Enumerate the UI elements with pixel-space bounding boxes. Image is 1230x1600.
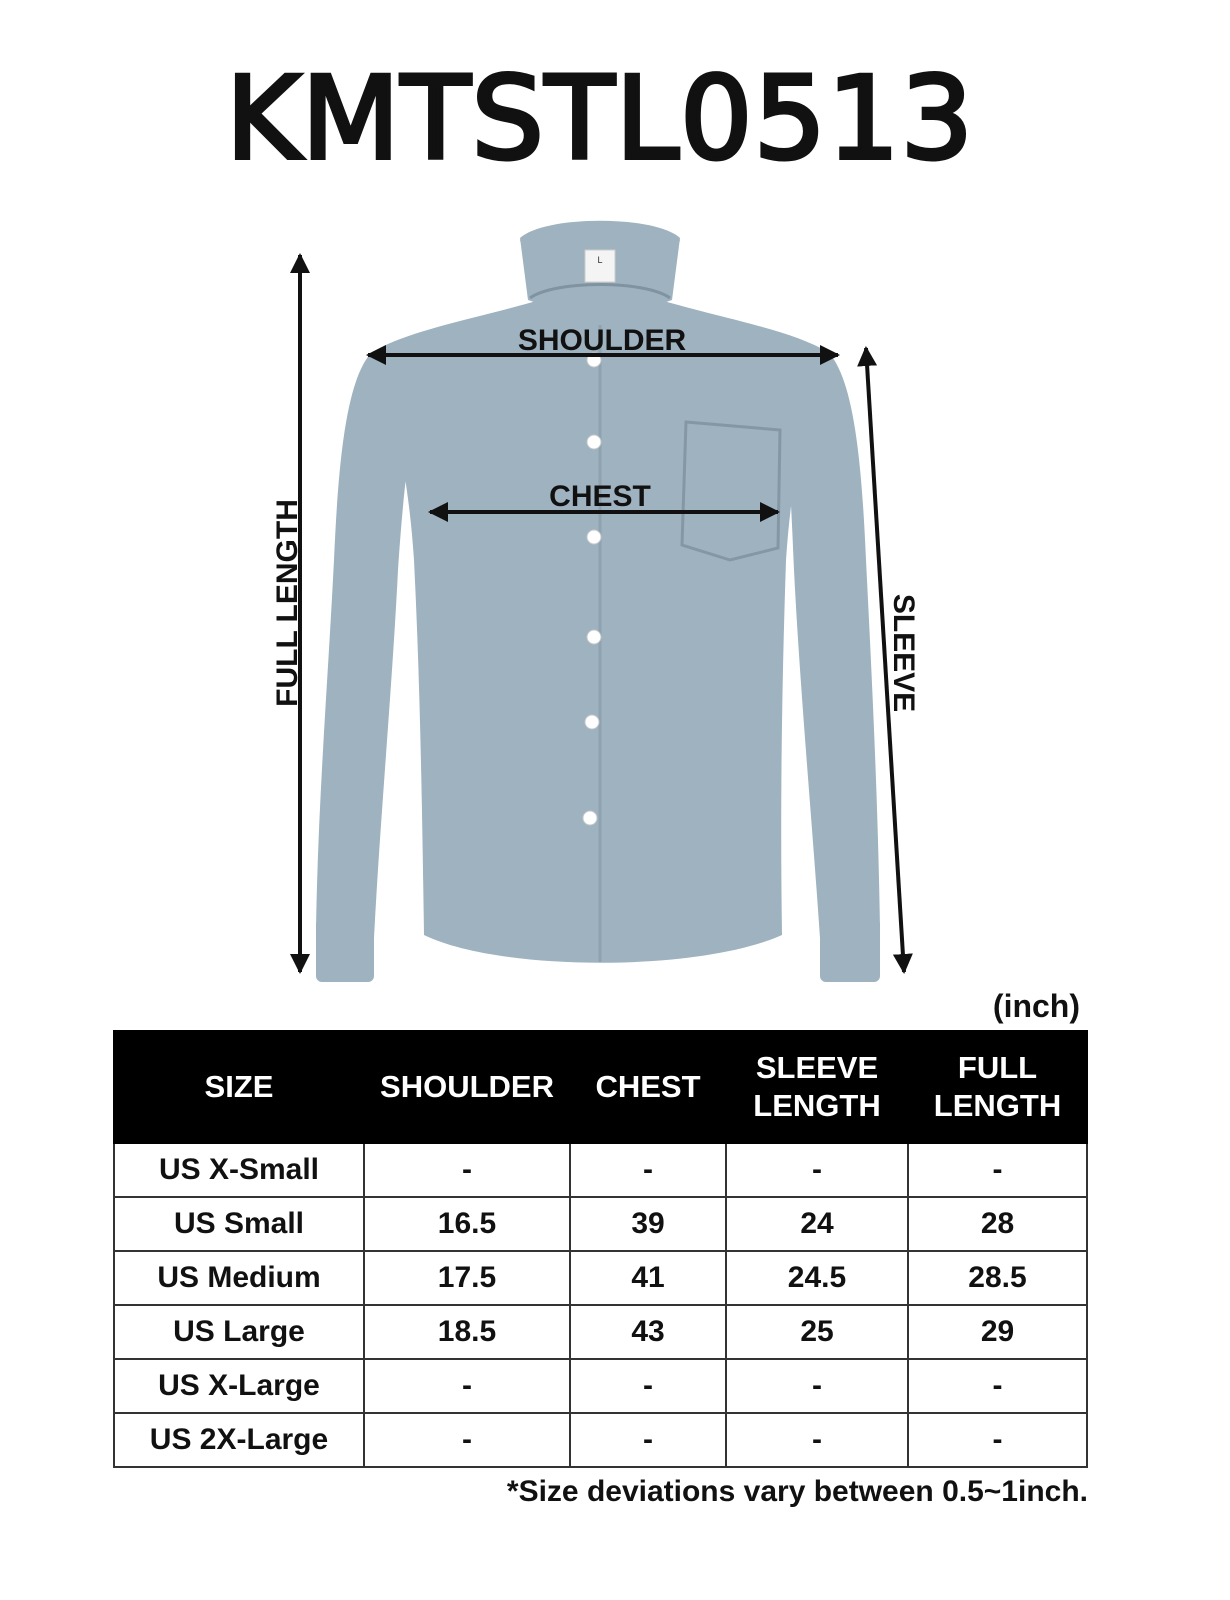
shoulder-cell: - (364, 1413, 570, 1467)
button (585, 715, 599, 729)
size-tag-label: L (597, 255, 603, 265)
size-cell: US 2X-Large (114, 1413, 364, 1467)
table-row (114, 1251, 1087, 1305)
full-length-cell: 29 (908, 1305, 1087, 1359)
chest-cell: 41 (570, 1251, 726, 1305)
full-length-cell: 28.5 (908, 1251, 1087, 1305)
table-row (114, 1143, 1087, 1197)
chest-cell: - (570, 1413, 726, 1467)
chest-cell: - (570, 1143, 726, 1197)
table-row (114, 1359, 1087, 1413)
sleeve-label: SLEEVE (887, 593, 920, 713)
table-row (114, 1305, 1087, 1359)
chest-cell: 43 (570, 1305, 726, 1359)
shoulder-cell: - (364, 1359, 570, 1413)
size-cell: US X-Small (114, 1143, 364, 1197)
shoulder-cell: 16.5 (364, 1197, 570, 1251)
chest-cell: - (570, 1359, 726, 1413)
size-cell: US X-Large (114, 1359, 364, 1413)
sleeve-cell: - (726, 1413, 908, 1467)
table-row (114, 1197, 1087, 1251)
chest-label: CHEST (549, 480, 651, 513)
header-full-line2: LENGTH (933, 1088, 1062, 1123)
shoulder-label: SHOULDER (517, 324, 687, 357)
chest-cell: 39 (570, 1197, 726, 1251)
shoulder-cell: 18.5 (364, 1305, 570, 1359)
full-length-label: FULL LENGTH (271, 499, 304, 707)
size-cell: US Medium (114, 1251, 364, 1305)
header-chest: CHEST (570, 1031, 726, 1143)
button (583, 811, 597, 825)
sleeve-cell: - (726, 1359, 908, 1413)
left-cuff (316, 918, 374, 982)
full-length-cell: - (908, 1143, 1087, 1197)
button (587, 530, 601, 544)
sleeve-cell: 24.5 (726, 1251, 908, 1305)
full-length-cell: - (908, 1359, 1087, 1413)
table-row (114, 1413, 1087, 1467)
full-length-cell: 28 (908, 1197, 1087, 1251)
header-sleeve-length (726, 1031, 908, 1143)
header-size: SIZE (114, 1031, 364, 1143)
header-full-length (908, 1031, 1087, 1143)
right-cuff (820, 918, 880, 982)
button (587, 630, 601, 644)
size-cell: US Small (114, 1197, 364, 1251)
product-code-title: KMTSTL0513 (225, 52, 975, 185)
header-sleeve-line2: LENGTH (753, 1088, 881, 1123)
button (587, 435, 601, 449)
header-sleeve-line1: SLEEVE (755, 1050, 879, 1086)
table-header-row (114, 1031, 1087, 1143)
shoulder-cell: - (364, 1143, 570, 1197)
shoulder-cell: 17.5 (364, 1251, 570, 1305)
unit-note: (inch) (992, 988, 1080, 1024)
header-full-line1: FULL (957, 1050, 1038, 1086)
sleeve-cell: - (726, 1143, 908, 1197)
sleeve-cell: 25 (726, 1305, 908, 1359)
size-chart-table (113, 1030, 1088, 1468)
header-shoulder: SHOULDER (364, 1031, 570, 1143)
size-deviation-footnote: *Size deviations vary between 0.5~1inch. (506, 1475, 1088, 1508)
sleeve-cell: 24 (726, 1197, 908, 1251)
full-length-cell: - (908, 1413, 1087, 1467)
size-cell: US Large (114, 1305, 364, 1359)
